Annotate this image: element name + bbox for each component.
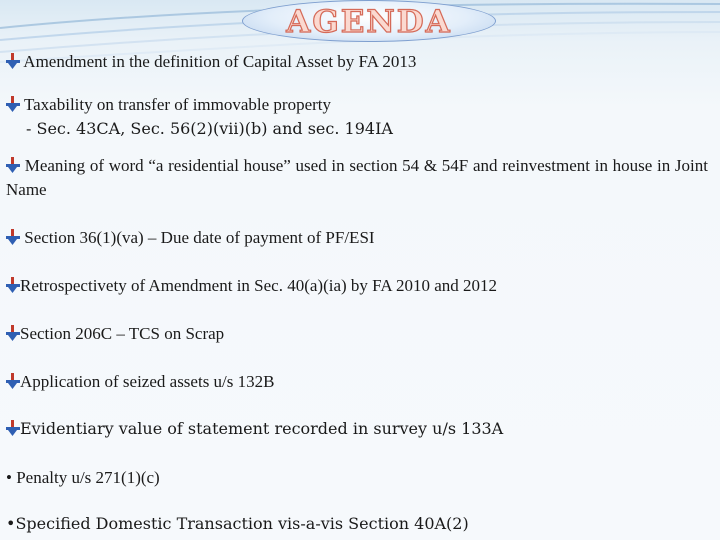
agenda-item-immovable-property [6,93,331,117]
arrow-icon [6,277,20,293]
arrow-icon [6,157,20,173]
agenda-item-text: Evidentiary value of statement recorded in survey u/s 133A [20,419,504,438]
arrow-icon [6,96,20,112]
arrow-icon [6,325,20,341]
agenda-item-pf-esi [6,226,375,250]
arrow-icon [6,373,20,389]
agenda-item-text: Retrospectivety of Amendment in Sec. 40(a)(ia) by FA 2010 and 2012 [20,276,498,295]
agenda-item-tcs-scrap [6,322,224,346]
page-title: AGENDA [286,4,452,40]
agenda-item-text: Meaning of word “a residential house” used in section 54 & 54F and reinvestment in house in Joint Name [6,156,708,199]
arrow-icon [6,420,20,436]
agenda-item-continuation: - Sec. 43CA, Sec. 56(2)(vii)(b) and sec. 194IA [26,119,393,138]
arrow-icon [6,229,20,245]
agenda-item-seized-assets [6,370,275,394]
arrow-icon [6,53,20,69]
agenda-item-text: • Penalty u/s 271(1)(c) [6,468,160,487]
agenda-item-residential-house [6,154,708,202]
agenda-item-text: Section 206C – TCS on Scrap [20,324,225,343]
agenda-item-capital-asset [6,50,416,74]
agenda-item-text: Taxability on transfer of immovable property [20,95,332,114]
agenda-item-text: Amendment in the definition of Capital Asset by FA 2013 [20,52,417,71]
agenda-item-text: •Specified Domestic Transaction vis-a-vis Section 40A(2) [6,514,469,533]
agenda-item-text: Section 36(1)(va) – Due date of payment of PF/ESI [20,228,375,247]
agenda-item-text: Application of seized assets u/s 132B [20,372,275,391]
agenda-item-evidentiary-value [6,417,503,441]
agenda-item-penalty [6,466,160,490]
agenda-item-specified-domestic [6,512,469,536]
title-banner [242,0,496,42]
agenda-item-retrospectivity [6,274,497,298]
